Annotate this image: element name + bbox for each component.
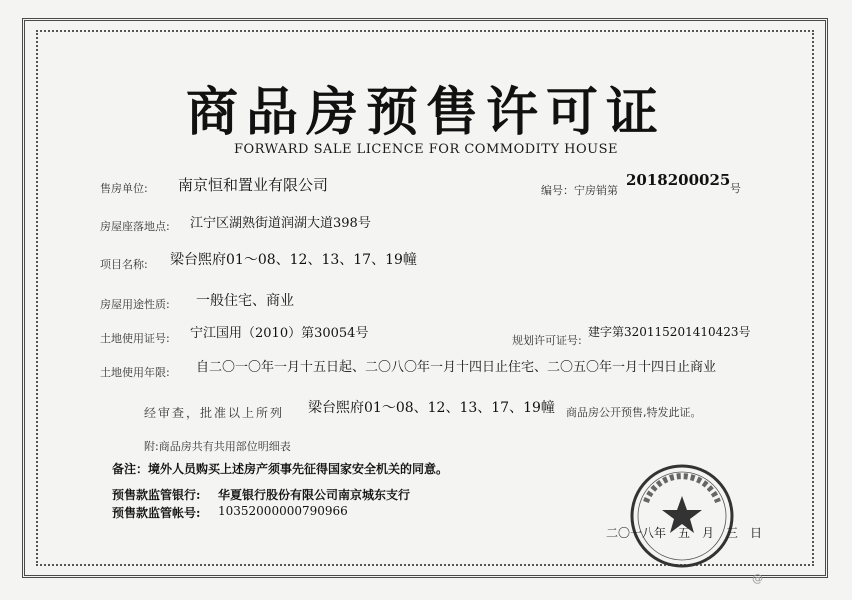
issue-date: 二〇一八年 五 月 三 日 <box>606 526 763 540</box>
seller-value: 南京恒和置业有限公司 <box>178 176 329 194</box>
bank-label: 预售款监管银行: <box>112 488 201 502</box>
planning-value: 建字第320115201410423号 <box>588 325 751 339</box>
note-text: 备注：境外人员购买上述房产须事先征得国家安全机关的同意。 <box>112 462 449 476</box>
account-value: 10352000000790966 <box>218 504 348 518</box>
attachment-text: 附:商品房共有共用部位明细表 <box>144 440 291 453</box>
number-label: 编号：宁房销第 <box>541 184 618 197</box>
land-term-value: 自二〇一〇年一月十五日起、二〇八〇年一月十四日止住宅、二〇五〇年一月十四日止商业 <box>196 360 717 375</box>
location-label: 房屋座落地点: <box>100 220 170 233</box>
project-value: 梁台煕府01～08、12、13、17、19幢 <box>170 252 417 268</box>
official-seal-icon <box>628 462 736 570</box>
account-label: 预售款监管帐号: <box>112 506 201 520</box>
bank-value: 华夏银行股份有限公司南京城东支行 <box>218 488 411 502</box>
land-term-label: 土地使用年限: <box>100 366 170 379</box>
project-label: 项目名称: <box>100 258 148 271</box>
approval-project: 梁台煕府01～08、12、13、17、19幢 <box>308 400 555 416</box>
land-cert-label: 土地使用证号: <box>100 332 170 345</box>
planning-label: 规划许可证号: <box>512 334 582 347</box>
seller-label: 售房单位: <box>100 182 148 195</box>
watermark-text: @ <box>752 572 763 585</box>
number-value: 2018200025 <box>626 171 731 189</box>
approval-prefix: 经审查，批准以上所列 <box>144 406 285 420</box>
number-suffix: 号 <box>730 182 741 195</box>
certificate-subtitle: FORWARD SALE LICENCE FOR COMMODITY HOUSE <box>233 142 619 157</box>
usage-label: 房屋用途性质: <box>100 298 170 311</box>
certificate-title: 商品房预售许可证 <box>185 83 666 143</box>
usage-value: 一般住宅、商业 <box>196 293 294 309</box>
land-cert-value: 宁江国用（2010）第30054号 <box>190 326 369 341</box>
approval-suffix: 商品房公开预售,特发此证。 <box>566 406 702 419</box>
location-value: 江宁区湖熟街道润湖大道398号 <box>190 216 371 231</box>
